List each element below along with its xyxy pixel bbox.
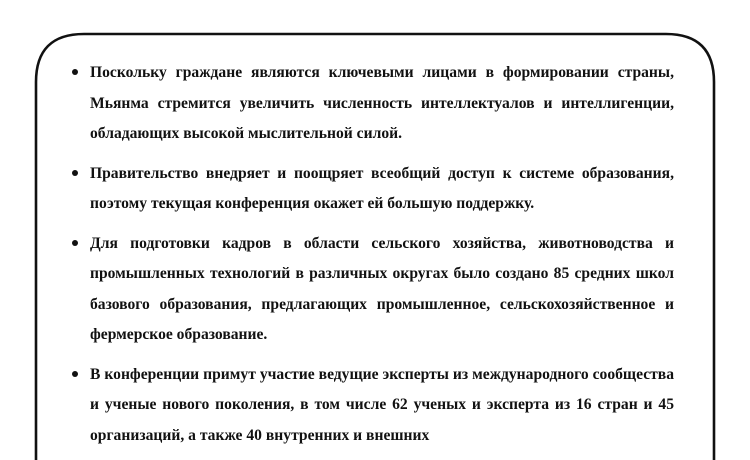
bullet-item-government (62, 159, 674, 220)
bullet-text: В конференции примут участие ведущие эксперты из международного сообщества и ученые нового поколения, в том числе 62 ученых и эксперта из 16 стран и 45 организаций, а также 40 внутренних и внешних (90, 365, 674, 444)
bullet-item-schools (62, 229, 674, 351)
bullet-text: Для подготовки кадров в области сельского хозяйства, животноводства и промышленных технологий в различных округах было создано 85 средних школ базового образования, предлагающих промышленное, сельскохозяйственное и фермерское образование. (90, 234, 674, 343)
bullet-text: Правительство внедряет и поощряет всеобщий доступ к системе образования, поэтому текущая конференция окажет ей большую поддержку. (90, 164, 674, 212)
bullet-dot-icon (72, 69, 78, 75)
bullet-dot-icon (72, 371, 78, 377)
bullet-dot-icon (72, 240, 78, 246)
bullet-item-citizens (62, 58, 674, 150)
bullet-item-conference (62, 360, 674, 452)
bullet-list (62, 58, 674, 460)
bullet-text: Поскольку граждане являются ключевыми лицами в формировании страны, Мьянма стремится увеличить численность интеллектуалов и интеллигенции, обладающих высокой мыслительной силой. (90, 64, 674, 142)
bullet-dot-icon (72, 170, 78, 176)
